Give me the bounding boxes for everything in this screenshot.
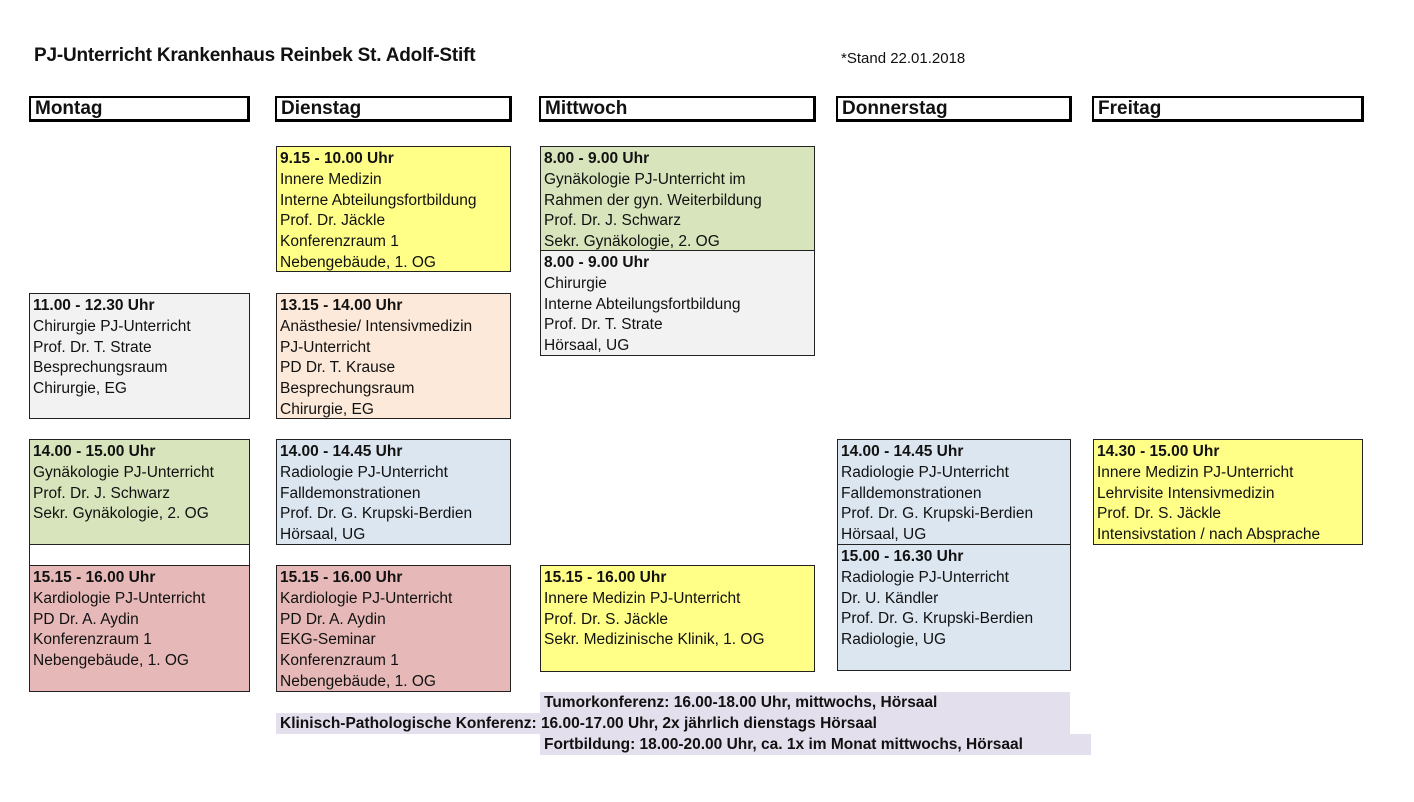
page-title: PJ-Unterricht Krankenhaus Reinbek St. Adolf-Stift [34, 45, 476, 66]
session-montag-gynaekologie [29, 439, 250, 545]
session-dienstag-anaesthesie [276, 293, 511, 419]
session-line: Chirurgie, EG [33, 380, 127, 398]
session-time: 14.30 - 15.00 Uhr [1097, 443, 1220, 460]
session-dienstag-kardiologie [276, 565, 511, 692]
session-line: Lehrvisite Intensivmedizin [1097, 484, 1275, 502]
session-line: Radiologie PJ-Unterricht [841, 463, 1009, 481]
session-line: Prof. Dr. G. Krupski-Berdien [841, 610, 1034, 628]
session-line: EKG-Seminar [280, 631, 376, 649]
session-line: PD Dr. A. Aydin [33, 610, 139, 628]
session-time: 9.15 - 10.00 Uhr [280, 150, 394, 167]
session-line: Innere Medizin [280, 170, 382, 188]
session-mittwoch-chirurgie [540, 250, 815, 356]
session-line: Chirurgie, EG [280, 400, 374, 418]
session-line: Sekr. Medizinische Klinik, 1. OG [544, 631, 765, 649]
session-time: 14.00 - 14.45 Uhr [841, 443, 964, 460]
day-header-mittwoch: Mittwoch [539, 96, 816, 122]
session-line: Prof. Dr. J. Schwarz [544, 212, 681, 230]
day-header-donnerstag: Donnerstag [836, 96, 1072, 122]
session-line: Sekr. Gynäkologie, 2. OG [33, 505, 209, 523]
session-line: PD Dr. A. Aydin [280, 610, 386, 628]
session-line: Hörsaal, UG [544, 337, 630, 355]
session-dienstag-radiologie [276, 439, 511, 545]
session-line: Prof. Dr. J. Schwarz [33, 484, 170, 502]
session-time: 8.00 - 9.00 Uhr [544, 254, 650, 271]
session-line: Konferenzraum 1 [280, 652, 399, 670]
session-line: Radiologie PJ-Unterricht [280, 463, 448, 481]
session-line: Rahmen der gyn. Weiterbildung [544, 191, 762, 209]
session-line: Kardiologie PJ-Unterricht [33, 589, 206, 607]
session-time: 8.00 - 9.00 Uhr [544, 150, 650, 167]
session-line: Kardiologie PJ-Unterricht [280, 589, 453, 607]
session-line: Radiologie PJ-Unterricht [841, 568, 1009, 586]
session-line: Chirurgie [544, 274, 607, 292]
session-line: Dr. U. Kändler [841, 589, 939, 607]
session-montag-chirurgie [29, 293, 250, 419]
session-line: Nebengebäude, 1. OG [280, 672, 436, 690]
day-header-freitag: Freitag [1092, 96, 1364, 122]
session-line: Gynäkologie PJ-Unterricht [33, 463, 214, 481]
session-line: Falldemonstrationen [280, 484, 421, 502]
session-line: Prof. Dr. G. Krupski-Berdien [841, 505, 1034, 523]
session-time: 13.15 - 14.00 Uhr [280, 297, 403, 314]
conference-tumorkonferenz: Tumorkonferenz: 16.00-18.00 Uhr, mittwochs, Hörsaal [540, 692, 1070, 713]
conference-fortbildung: Fortbildung: 18.00-20.00 Uhr, ca. 1x im Monat mittwochs, Hörsaal [540, 734, 1091, 755]
session-line: Konferenzraum 1 [33, 631, 152, 649]
session-line: Besprechungsraum [33, 359, 168, 377]
conference-klinisch-pathologisch: Klinisch-Pathologische Konferenz: 16.00-17.00 Uhr, 2x jährlich dienstags Hörsaal [276, 713, 1070, 734]
session-mittwoch-gynaekologie [540, 146, 815, 251]
session-line: Hörsaal, UG [841, 526, 927, 544]
session-line: Gynäkologie PJ-Unterricht im [544, 170, 746, 188]
session-line: Prof. Dr. T. Strate [33, 338, 152, 356]
session-freitag-innere-medizin [1093, 439, 1363, 545]
session-time: 15.15 - 16.00 Uhr [280, 569, 403, 586]
session-line: Nebengebäude, 1. OG [33, 652, 189, 670]
session-donnerstag-radiologie [837, 544, 1071, 671]
session-time: 15.15 - 16.00 Uhr [544, 569, 667, 586]
session-line: Anästhesie/ Intensivmedizin [280, 317, 473, 335]
session-time: 14.00 - 14.45 Uhr [280, 443, 403, 460]
stand-date: *Stand 22.01.2018 [841, 50, 966, 67]
session-line: Hörsaal, UG [280, 526, 366, 544]
day-header-dienstag: Dienstag [275, 96, 512, 122]
day-header-montag: Montag [29, 96, 250, 122]
session-line: Prof. Dr. Jäckle [280, 212, 386, 230]
session-line: Prof. Dr. G. Krupski-Berdien [280, 505, 473, 523]
session-donnerstag-radiologie-falldemo [837, 439, 1071, 545]
session-line: Besprechungsraum [280, 380, 415, 398]
session-line: Nebengebäude, 1. OG [280, 253, 436, 271]
session-line: Interne Abteilungsfortbildung [280, 191, 477, 209]
session-time: 11.00 - 12.30 Uhr [33, 297, 155, 314]
session-line: PJ-Unterricht [280, 338, 371, 356]
session-line: Falldemonstrationen [841, 484, 982, 502]
session-line: Intensivstation / nach Absprache [1097, 526, 1321, 544]
session-line: PD Dr. T. Krause [280, 359, 396, 377]
session-montag-kardiologie [29, 565, 250, 692]
session-line: Prof. Dr. S. Jäckle [1097, 505, 1222, 523]
session-time: 14.00 - 15.00 Uhr [33, 443, 156, 460]
session-line: Interne Abteilungsfortbildung [544, 295, 741, 313]
session-line: Innere Medizin PJ-Unterricht [1097, 463, 1294, 481]
session-time: 15.15 - 16.00 Uhr [33, 569, 156, 586]
session-time: 15.00 - 16.30 Uhr [841, 548, 964, 565]
session-line: Prof. Dr. T. Strate [544, 316, 663, 334]
session-line: Sekr. Gynäkologie, 2. OG [544, 233, 720, 251]
session-line: Prof. Dr. S. Jäckle [544, 610, 669, 628]
session-line: Konferenzraum 1 [280, 233, 399, 251]
session-mittwoch-innere-medizin [540, 565, 815, 672]
session-dienstag-innere-medizin [276, 146, 511, 272]
session-line: Chirurgie PJ-Unterricht [33, 317, 191, 335]
session-line: Innere Medizin PJ-Unterricht [544, 589, 741, 607]
empty-cell [29, 544, 250, 566]
session-line: Radiologie, UG [841, 631, 947, 649]
